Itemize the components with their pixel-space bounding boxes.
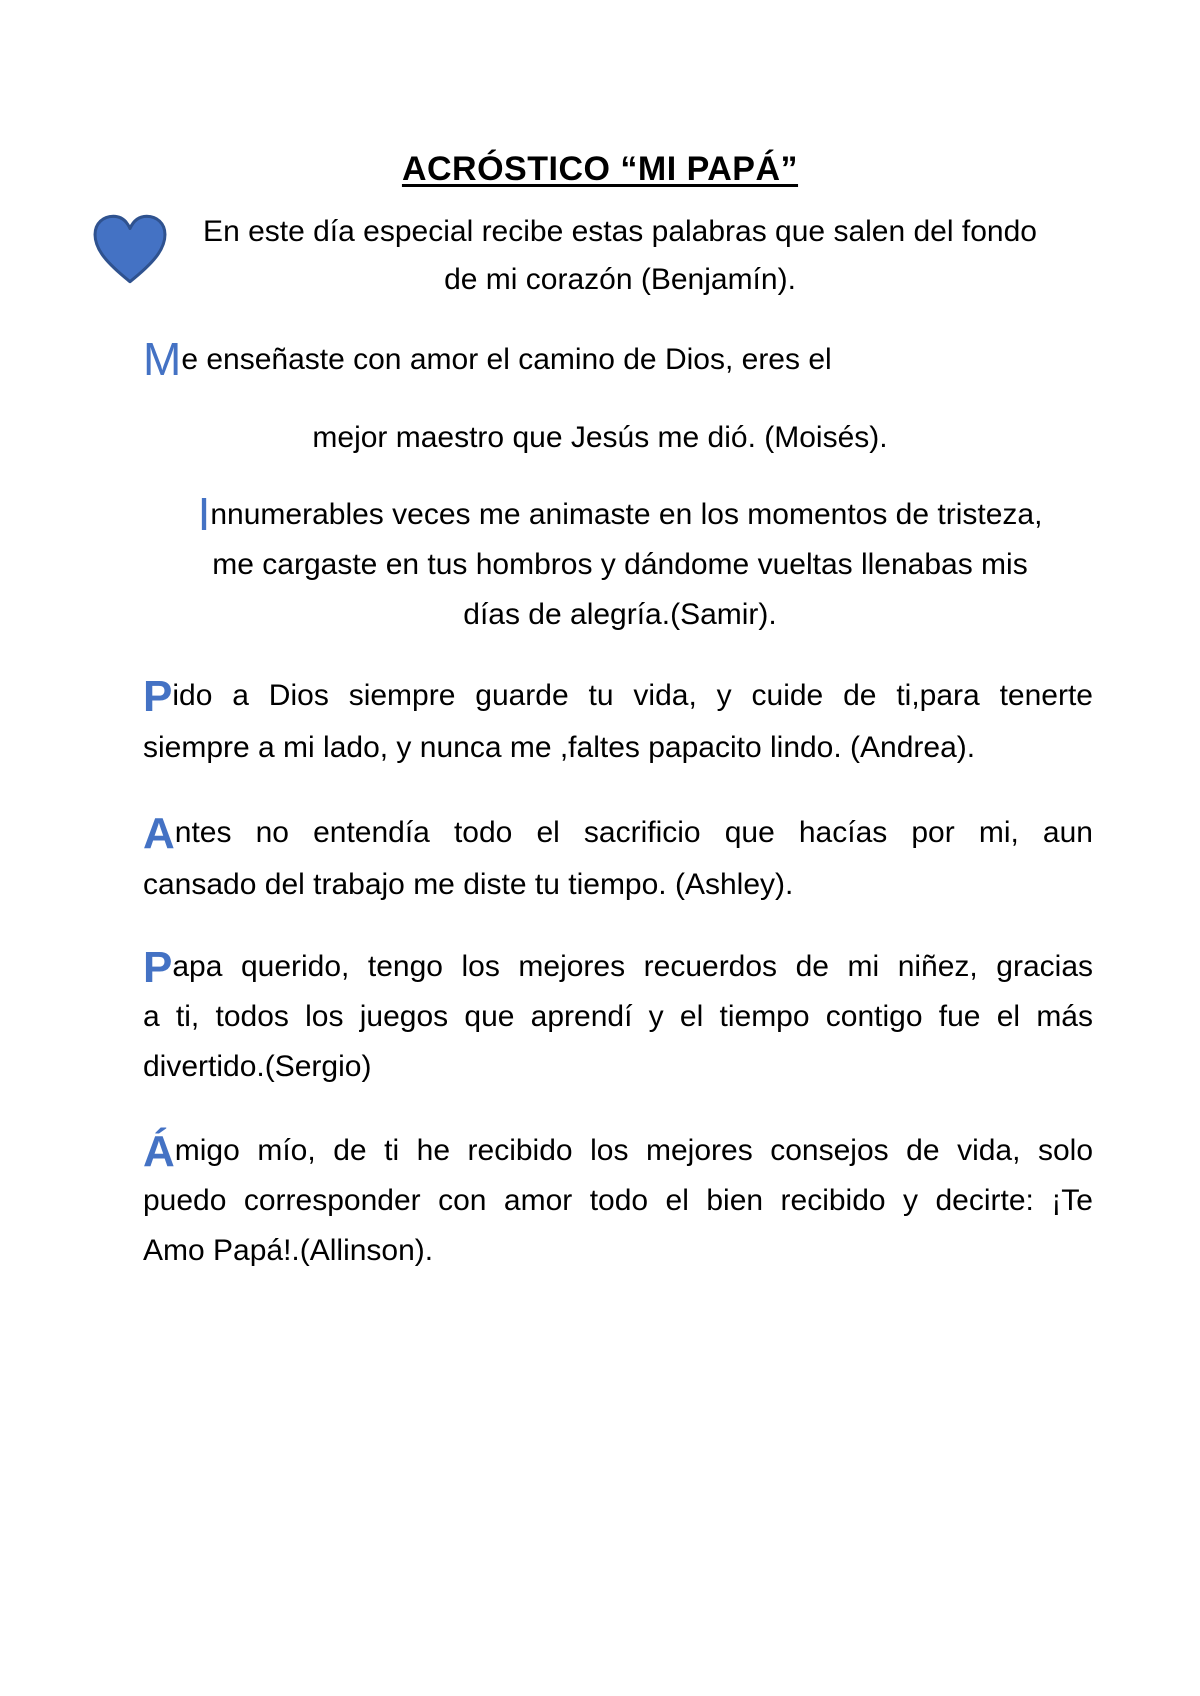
page-title: ACRÓSTICO “MI PAPÁ”: [401, 150, 799, 188]
verse-text: nnumerables veces me animaste en los momentos de tristeza,: [210, 498, 1043, 531]
verse-initial: P: [143, 943, 173, 992]
verse-p2: [143, 942, 1093, 1092]
verse-line: me cargaste en tus hombros y dándome vueltas llenabas mis: [212, 548, 1028, 581]
verse-a-accent: [143, 1126, 1093, 1276]
verse-initial: P: [143, 672, 173, 721]
verse-initial: Á: [143, 1127, 175, 1176]
verse-line: mejor maestro que Jesús me dió. (Moisés).: [312, 421, 888, 454]
verse-m: [143, 334, 1083, 386]
verse-text: n este día especial recibe estas palabras que salen del fondo: [223, 215, 1037, 248]
verse-line: [143, 807, 1093, 859]
verse-i: [145, 490, 1095, 640]
verse-line: de mi corazón (Benjamín).: [444, 263, 796, 296]
verse-line: a ti, todos los juegos que aprendí y el tiempo contigo fue el más: [143, 1000, 1093, 1033]
verse-line: Amo Papá!.(Allinson).: [143, 1234, 434, 1267]
verse-initial: I: [197, 488, 211, 540]
verse-line: días de alegría.(Samir).: [463, 598, 777, 631]
verse-line: [143, 942, 1093, 992]
verse-line: [145, 490, 1095, 540]
verse-text: ido a Dios siempre guarde tu vida, y cuide de ti,para tenerte: [172, 679, 1093, 712]
verse-p1: [143, 670, 1093, 774]
verse-text: migo mío, de ti he recibido los mejores consejos de vida, solo: [174, 1134, 1093, 1167]
verse-a: [143, 807, 1093, 911]
verse-initial: A: [143, 809, 175, 858]
verse-initial: E: [203, 215, 224, 248]
verse-initial: M: [143, 333, 182, 385]
verse-line: divertido.(Sergio): [143, 1050, 372, 1083]
verse-line: siempre a mi lado, y nunca me ,faltes papacito lindo. (Andrea).: [143, 731, 976, 764]
verse-line: [143, 1126, 1093, 1176]
verse-line: cansado del trabajo me diste tu tiempo. (Ashley).: [143, 868, 794, 901]
verse-m-continuation: [130, 412, 1070, 464]
verse-line: [143, 670, 1093, 722]
verse-e: [150, 208, 1090, 304]
verse-line: [143, 334, 1083, 386]
verse-text: ntes no entendía todo el sacrificio que hacías por mi, aun: [174, 816, 1093, 849]
verse-text: apa querido, tengo los mejores recuerdos de mi niñez, gracias: [172, 950, 1093, 983]
verse-line: [150, 208, 1090, 256]
verse-line: puedo corresponder con amor todo el bien recibido y decirte: ¡Te: [143, 1184, 1093, 1217]
verse-text: e enseñaste con amor el camino de Dios, eres el: [181, 343, 832, 376]
